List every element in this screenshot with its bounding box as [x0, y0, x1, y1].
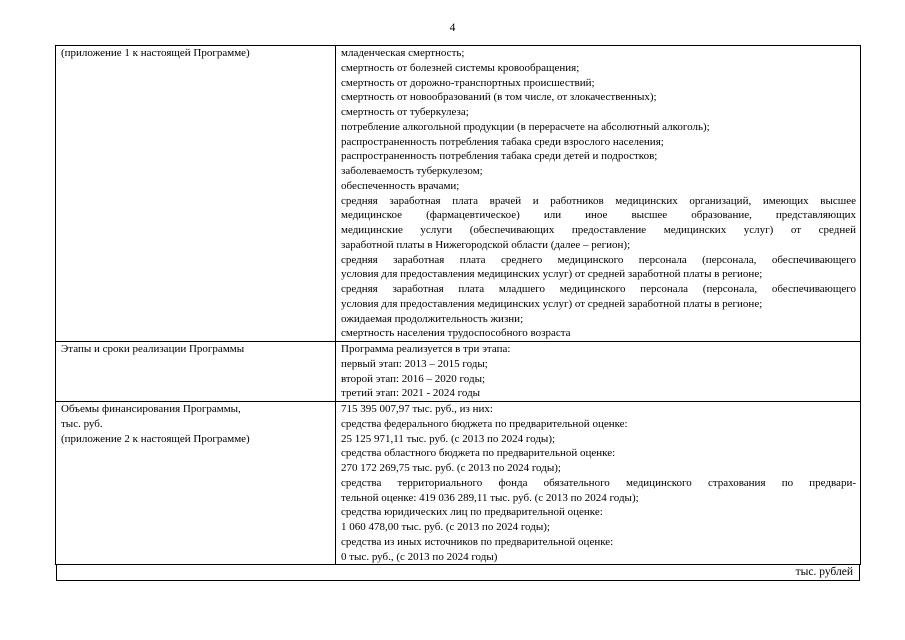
indicator-line: условия для предоставления медицинских услуг) от средней заработной платы в регионе;: [341, 268, 763, 281]
indicator-line: обеспеченность врачами;: [341, 179, 460, 192]
funding-line: 270 172 269,75 тыс. руб. (с 2013 по 2024 годы);: [341, 462, 561, 474]
label-line: Этапы и сроки реализации Программы: [61, 343, 245, 355]
table-row-funding: [56, 402, 861, 565]
funding-line: средства из иных источников по предварительной оценке:: [341, 535, 614, 548]
indicator-line: ожидаемая продолжительность жизни;: [341, 312, 524, 325]
value-cell-indicators: [336, 46, 861, 342]
indicator-line: младенческая смертность;: [341, 47, 465, 59]
label-cell-funding: [56, 402, 336, 565]
stage-line: первый этап: 2013 – 2015 годы;: [341, 357, 488, 370]
stage-line: Программа реализуется в три этапа:: [341, 343, 511, 355]
indicator-line: смертность от туберкулеза;: [341, 106, 469, 118]
table-row-indicators: [56, 46, 861, 342]
funding-line: тельной оценке: 419 036 289,11 тыс. руб. (с 2013 по 2024 годы);: [341, 491, 639, 504]
indicator-line: смертность от болезней системы кровообращения;: [341, 61, 580, 74]
label-line: (приложение 2 к настоящей Программе): [61, 432, 250, 445]
indicator-line: заболеваемость туберкулезом;: [341, 165, 483, 177]
funding-line: 715 395 007,97 тыс. руб., из них:: [341, 403, 493, 415]
indicator-line: медицинские услуги (обеспечивающих предоставление медицинских услуг) от средней: [341, 224, 856, 236]
indicator-line: условия для предоставления медицинских услуг) от средней заработной платы в регионе;: [341, 297, 763, 310]
stage-line: второй этап: 2016 – 2020 годы;: [341, 372, 486, 385]
units-label: тыс. рублей: [56, 564, 860, 581]
stage-line: третий этап: 2021 - 2024 годы: [341, 387, 481, 400]
indicator-line: потребление алкогольной продукции (в перерасчете на абсолютный алкоголь);: [341, 120, 710, 133]
program-passport-table: [55, 45, 861, 565]
indicator-line: средняя заработная плата врачей и работников медицинских организаций, имеющих высшее: [341, 194, 856, 207]
funding-line: 25 125 971,11 тыс. руб. (с 2013 по 2024 годы);: [341, 432, 556, 445]
funding-line: средства областного бюджета по предварительной оценке:: [341, 447, 616, 460]
page-number: 4: [449, 22, 456, 34]
funding-line: 1 060 478,00 тыс. руб. (с 2013 по 2024 годы);: [341, 521, 550, 533]
indicator-line: смертность от новообразований (в том числе, от злокачественных);: [341, 91, 657, 104]
label-cell-indicators: [56, 46, 336, 342]
funding-line: средства федерального бюджета по предварительной оценке:: [341, 417, 628, 430]
indicator-line: смертность от дорожно-транспортных происшествий;: [341, 76, 595, 89]
label-line: тыс. руб.: [61, 417, 103, 430]
indicator-line: распространенность потребления табака среди взрослого населения;: [341, 135, 664, 148]
value-cell-stages: [336, 342, 861, 402]
table-row-stages: [56, 342, 861, 402]
value-cell-funding: [336, 402, 861, 565]
funding-line: средства юридических лиц по предварительной оценке:: [341, 506, 603, 519]
indicator-line: средняя заработная плата среднего медицинского персонала (персонала, обеспечивающего: [341, 253, 856, 266]
funding-line: средства территориального фонда обязательного медицинского страхования по предвари-: [341, 476, 856, 489]
indicator-line: смертность населения трудоспособного возраста: [341, 327, 571, 340]
indicator-line: распространенность потребления табака среди детей и подростков;: [341, 150, 658, 163]
indicator-line: средняя заработная плата младшего медицинского персонала (персонала, обеспечивающего: [341, 283, 856, 295]
label-cell-stages: [56, 342, 336, 402]
label-line: Объемы финансирования Программы,: [61, 403, 241, 415]
indicator-line: заработной платы в Нижегородской области (далее – регион);: [341, 238, 631, 251]
funding-line: 0 тыс. руб., (с 2013 по 2024 годы): [341, 550, 498, 563]
label-line: (приложение 1 к настоящей Программе): [61, 47, 250, 59]
indicator-line: медицинское (фармацевтическое) или иное высшее образование, представляющих: [341, 209, 856, 222]
